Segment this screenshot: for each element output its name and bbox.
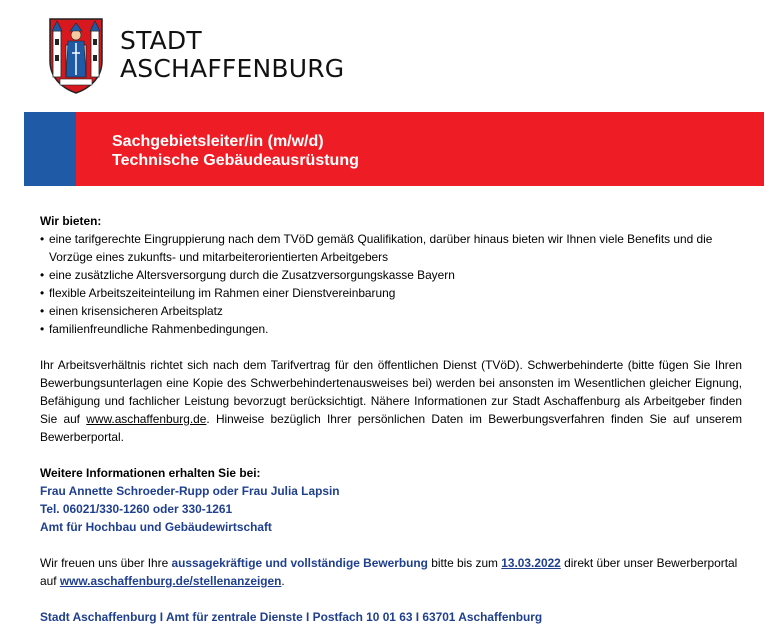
offer-item: • flexible Arbeitszeiteinteilung im Rahmen einer Dienstvereinbarung bbox=[40, 284, 742, 302]
employment-text: Ihr Arbeitsverhältnis richtet sich nach dem Tarifvertrag für den öffentlichen Dienst (TVöD). Schwerbehinderte (bitte fügen Sie Ihren Bewerbungsunterlagen eine Kopie des Schwerbehindertenausweises bei) werden bei ansonsten im Wesentlichen gleicher Eignung, Befähigung und fachlicher Leistung bevorzugt berücksichtigt. Nähere Informationen zur Stadt Aschaffenburg als Arbeitgeber finden Sie auf bbox=[40, 358, 742, 426]
banner-blue-block bbox=[24, 112, 76, 186]
city-name bbox=[120, 27, 344, 83]
contact-block bbox=[40, 464, 742, 536]
offer-item: • einen krisensicheren Arbeitsplatz bbox=[40, 302, 742, 320]
job-title-line2: Technische Gebäudeausrüstung bbox=[112, 152, 359, 169]
city-coat-of-arms-icon bbox=[48, 15, 104, 95]
apply-text-2: bitte bis zum bbox=[431, 556, 498, 570]
job-title-line1: Sachgebietsleiter/in (m/w/d) bbox=[112, 133, 324, 150]
contact-phone: Tel. 06021/330-1260 oder 330-1261 bbox=[40, 502, 233, 516]
offers-list bbox=[40, 230, 742, 338]
city-name-line1: STADT bbox=[120, 26, 202, 55]
offer-item: • eine tarifgerechte Eingruppierung nach dem TVöD gemäß Qualifikation, darüber hinaus bieten wir Ihnen viele Benefits und die Vorzüge eines zukunfts- und mitarbeiterorientierten Arbeitgebers bbox=[40, 230, 742, 266]
contact-department: Amt für Hochbau und Gebäudewirtschaft bbox=[40, 520, 272, 534]
city-name-line2: ASCHAFFENBURG bbox=[120, 54, 345, 83]
offer-item: • eine zusätzliche Altersversorgung durch die Zusatzversorgungskasse Bayern bbox=[40, 266, 742, 284]
job-title-banner bbox=[24, 112, 764, 186]
portal-link[interactable]: www.aschaffenburg.de/stellenanzeigen bbox=[59, 574, 282, 588]
apply-text-4: . bbox=[281, 574, 285, 588]
application-paragraph bbox=[40, 554, 742, 590]
job-description bbox=[40, 212, 742, 626]
employment-text-end: . Hinweise bezüglich Ihrer persönlichen Daten im Bewerbungsverfahren finden Sie auf unserem Bewerberportal. bbox=[40, 412, 743, 444]
job-title bbox=[112, 132, 359, 170]
apply-text-3: direkt über unser Bewerberportal auf bbox=[40, 556, 738, 588]
contact-heading: Weitere Informationen erhalten Sie bei: bbox=[40, 466, 261, 480]
offers-heading: Wir bieten: bbox=[40, 214, 102, 228]
apply-emphasis: aussagekräftige und vollständige Bewerbung bbox=[171, 556, 428, 570]
contact-names: Frau Annette Schroeder-Rupp oder Frau Julia Lapsin bbox=[40, 484, 340, 498]
city-logo bbox=[48, 14, 344, 96]
website-link[interactable]: www.aschaffenburg.de bbox=[86, 412, 207, 426]
application-deadline: 13.03.2022 bbox=[501, 556, 561, 570]
footer-address: Stadt Aschaffenburg I Amt für zentrale Dienste I Postfach 10 01 63 I 63701 Aschaffenburg bbox=[40, 610, 543, 624]
apply-text-1: Wir freuen uns über Ihre bbox=[40, 556, 169, 570]
employment-paragraph bbox=[40, 356, 742, 446]
offer-item: • familienfreundliche Rahmenbedingungen. bbox=[40, 320, 742, 338]
